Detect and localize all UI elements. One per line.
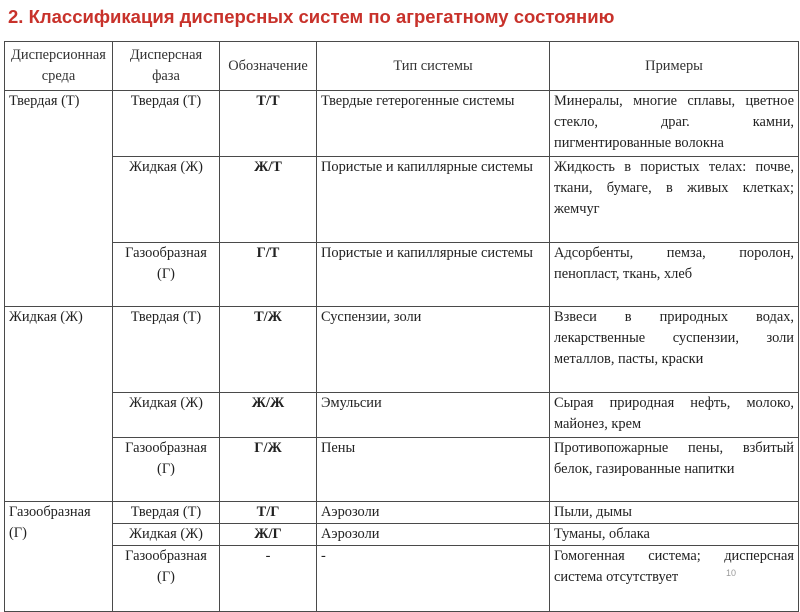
phase-cell: Жидкая (Ж) xyxy=(113,524,220,546)
table-row xyxy=(5,546,799,612)
header-medium: Дисперсионная среда xyxy=(5,42,113,91)
system-type-cell: Твердые гетерогенные системы xyxy=(317,91,550,157)
phase-cell: Газообразная (Г) xyxy=(113,438,220,502)
system-type-cell: - xyxy=(317,546,550,612)
phase-cell: Твердая (Т) xyxy=(113,91,220,157)
table-row xyxy=(5,393,799,438)
examples-cell: Туманы, облака xyxy=(550,524,799,546)
table-row xyxy=(5,243,799,307)
system-type-cell: Аэрозоли xyxy=(317,502,550,524)
examples-cell: Минералы, многие сплавы, цветное стекло, драг. камни, пигментированные волокна xyxy=(550,91,799,157)
system-type-cell: Пористые и капиллярные системы xyxy=(317,157,550,243)
header-type: Тип системы xyxy=(317,42,550,91)
notation-cell: Г/Ж xyxy=(220,438,317,502)
table-row xyxy=(5,307,799,393)
medium-cell: Газообразная (Г) xyxy=(5,502,113,612)
system-type-cell: Аэрозоли xyxy=(317,524,550,546)
examples-cell: Сырая природная нефть, молоко, майонез, крем xyxy=(550,393,799,438)
phase-cell: Газообразная (Г) xyxy=(113,546,220,612)
phase-cell: Жидкая (Ж) xyxy=(113,393,220,438)
table-row xyxy=(5,524,799,546)
notation-cell: Т/Г xyxy=(220,502,317,524)
system-type-cell: Пены xyxy=(317,438,550,502)
notation-cell: - xyxy=(220,546,317,612)
phase-cell: Жидкая (Ж) xyxy=(113,157,220,243)
medium-cell: Твердая (Т) xyxy=(5,91,113,307)
slide-number: 10 xyxy=(725,568,736,578)
examples-cell: Пыли, дымы xyxy=(550,502,799,524)
notation-cell: Г/Т xyxy=(220,243,317,307)
system-type-cell: Пористые и капиллярные системы xyxy=(317,243,550,307)
examples-cell: Противопожарные пены, взбитый белок, газированные напитки xyxy=(550,438,799,502)
medium-cell: Жидкая (Ж) xyxy=(5,307,113,502)
table-row xyxy=(5,438,799,502)
phase-cell: Твердая (Т) xyxy=(113,307,220,393)
system-type-cell: Эмульсии xyxy=(317,393,550,438)
header-examples: Примеры xyxy=(550,42,799,91)
examples-cell: Взвеси в природных водах, лекарственные суспензии, золи металлов, пасты, краски xyxy=(550,307,799,393)
notation-cell: Ж/Г xyxy=(220,524,317,546)
system-type-cell: Суспензии, золи xyxy=(317,307,550,393)
table-row xyxy=(5,502,799,524)
notation-cell: Т/Ж xyxy=(220,307,317,393)
examples-cell: Жидкость в пористых телах: почве, ткани, бумаге, в живых клетках; жемчуг xyxy=(550,157,799,243)
table-row xyxy=(5,91,799,157)
page-title: 2. Классификация дисперсных систем по агрегатному состоянию xyxy=(8,6,615,27)
header-row xyxy=(5,42,799,91)
header-phase: Дисперсная фаза xyxy=(113,42,220,91)
examples-cell: Гомогенная система; дисперсная система отсутствует xyxy=(550,546,799,612)
notation-cell: Т/Т xyxy=(220,91,317,157)
classification-table xyxy=(4,41,799,612)
header-notation: Обозначение xyxy=(220,42,317,91)
phase-cell: Твердая (Т) xyxy=(113,502,220,524)
phase-cell: Газообразная (Г) xyxy=(113,243,220,307)
examples-cell: Адсорбенты, пемза, поролон, пенопласт, ткань, хлеб xyxy=(550,243,799,307)
table-row xyxy=(5,157,799,243)
notation-cell: Ж/Ж xyxy=(220,393,317,438)
notation-cell: Ж/Т xyxy=(220,157,317,243)
